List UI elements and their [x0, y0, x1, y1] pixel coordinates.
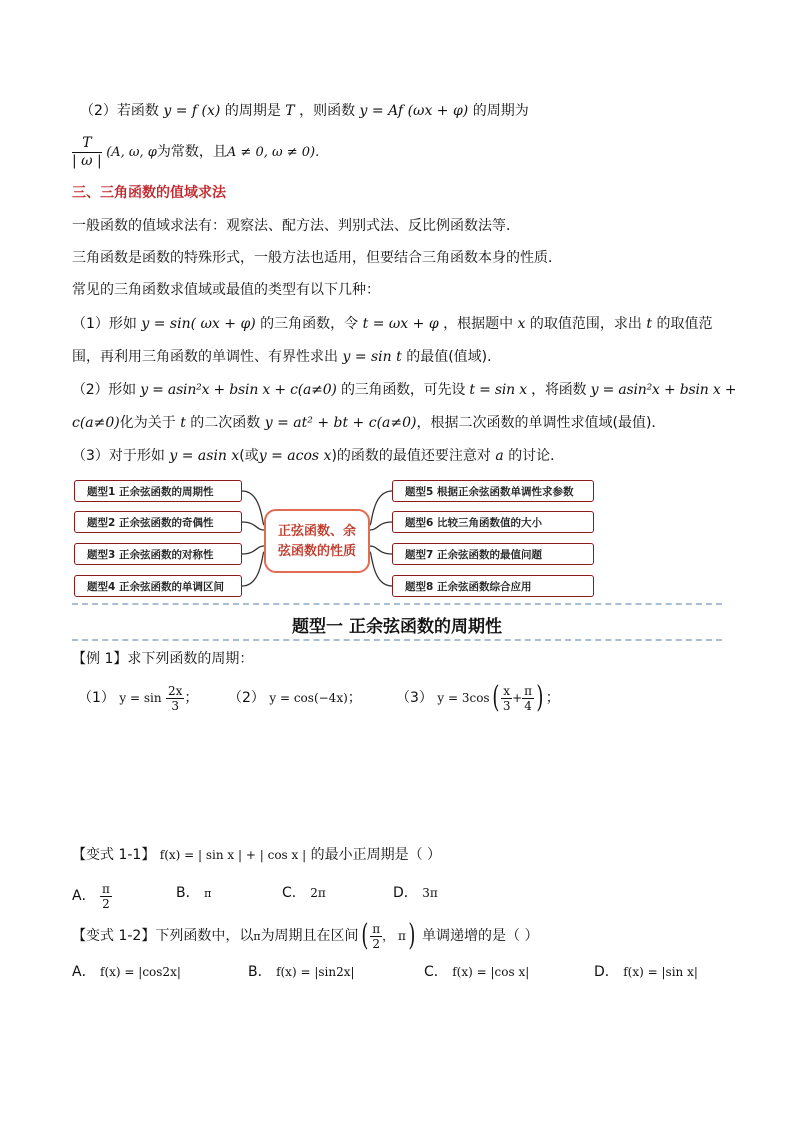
formula: ， π — [382, 929, 406, 943]
formula: y = cos(−4x) — [269, 691, 348, 705]
formula: t = sin x — [469, 382, 527, 398]
mindmap-right-item: 题型8 正余弦函数综合应用 — [392, 575, 594, 597]
text: 为周期且在区间 — [260, 928, 359, 944]
formula: + — [512, 691, 523, 705]
mindmap-center-line: 正弦函数、余 — [277, 524, 356, 539]
text: 的周期为 — [472, 103, 529, 119]
divider-top — [72, 603, 722, 605]
fraction-denominator: 2 — [372, 936, 381, 951]
text: （2）若函数 — [80, 103, 159, 119]
formula: y = sin( ωx + φ) — [141, 316, 256, 332]
formula: y = sin t — [342, 349, 402, 365]
fraction — [501, 684, 512, 713]
formula: y = asin x — [169, 448, 240, 464]
text: ； — [545, 690, 560, 706]
option-label: A． — [72, 888, 96, 904]
text: 的最值(值域)． — [406, 349, 502, 365]
text: ，根据二次函数的单调性求值域(最值)． — [416, 415, 666, 431]
paragraph: 常见的三角函数求值域或最值的类型有以下几种： — [72, 282, 380, 298]
variant12-option-d[interactable] — [594, 962, 698, 982]
fraction-numerator: 2x — [168, 683, 183, 698]
section-heading: 三、三角函数的值域求法 — [72, 185, 226, 201]
variant11-option-a[interactable] — [72, 876, 112, 916]
formula: A ≠ 0, ω ≠ 0). — [226, 145, 320, 160]
formula: y = 3cos — [437, 691, 490, 705]
fraction-numerator: π — [102, 881, 110, 896]
formula: t — [646, 316, 652, 332]
mindmap-left-item: 题型1 正余弦函数的周期性 — [74, 480, 242, 502]
text: 化为关于 — [119, 415, 176, 431]
text: 的三角函数，令 — [260, 316, 359, 332]
period-fraction — [72, 135, 102, 170]
example-q3 — [396, 678, 560, 718]
formula: y = at² + bt + c(a≠0) — [264, 415, 417, 431]
mindmap-right-item: 题型6 比较三角函数值的大小 — [392, 511, 594, 533]
formula: y = asin²x + bsin x + c(a≠0) — [140, 382, 337, 398]
text: ，则函数 — [299, 103, 356, 119]
period-rule-line1 — [80, 101, 529, 121]
formula: f(x) = | sin x | + | cos x | — [159, 848, 307, 862]
text: ，根据题中 — [443, 316, 514, 332]
text: 的最小正周期是（ ） — [310, 847, 442, 863]
text: （3）对于形如 — [72, 448, 165, 464]
mindmap-right-item: 题型7 正余弦函数的最值问题 — [392, 543, 594, 565]
option-label: B． — [176, 885, 200, 901]
question-number: （2） — [228, 690, 265, 706]
variant12-option-c[interactable] — [424, 962, 529, 982]
formula: 3π — [422, 886, 438, 900]
text: ； — [347, 690, 362, 706]
fraction-numerator: π — [372, 921, 381, 936]
fraction — [522, 684, 534, 713]
item2-line2 — [72, 413, 665, 433]
formula: T — [285, 103, 295, 119]
formula: t = ωx + φ — [362, 316, 439, 332]
mindmap-center — [264, 509, 370, 573]
text: 单调递增的是（ ） — [422, 928, 539, 944]
mindmap-center-line: 弦函数的性质 — [277, 544, 356, 559]
formula: t — [180, 415, 186, 431]
text: 的取值范 — [656, 316, 713, 332]
variant11-option-d[interactable] — [393, 883, 438, 903]
option-label: A． — [72, 964, 96, 980]
item1-line2 — [72, 347, 501, 367]
paren: ( — [360, 918, 368, 953]
example-q2 — [228, 678, 362, 718]
option-label: D． — [594, 964, 619, 980]
text: 的二次函数 — [190, 415, 261, 431]
paren: ) — [408, 918, 416, 953]
text: (或 — [239, 448, 259, 464]
fraction-denominator: 3 — [502, 698, 511, 713]
formula: c(a≠0) — [72, 415, 120, 431]
text: 的周期是 — [224, 103, 281, 119]
variant12-option-a[interactable] — [72, 962, 181, 982]
formula: y = asin²x + bsin x + — [590, 382, 737, 398]
variant11-option-c[interactable] — [282, 883, 326, 903]
formula: π — [204, 887, 212, 900]
period-rule-line2 — [72, 132, 319, 172]
divider-bottom — [72, 639, 722, 641]
fraction-numerator: x — [503, 683, 511, 698]
mindmap-right-item: 题型5 根据正余弦函数单调性求参数 — [392, 480, 594, 502]
mindmap-left-item: 题型3 正余弦函数的对称性 — [74, 543, 242, 565]
formula: x — [517, 316, 526, 332]
formula: (A, ω, φ — [106, 145, 157, 160]
formula: y = f (x) — [163, 103, 221, 119]
fraction-denominator: | ω | — [72, 152, 102, 169]
question-number: （3） — [396, 690, 433, 706]
text: 的讨论． — [508, 448, 565, 464]
variant12-option-b[interactable] — [248, 962, 355, 982]
question-number: （1） — [78, 690, 115, 706]
text: 围，再利用三角函数的单调性、有界性求出 — [72, 349, 338, 365]
formula: f(x) = |cos x| — [452, 965, 530, 979]
formula: f(x) = |cos2x| — [100, 965, 181, 979]
text: （2）形如 — [72, 382, 136, 398]
option-label: D． — [393, 885, 418, 901]
variant11-stem — [72, 845, 441, 865]
fraction — [166, 684, 184, 713]
example-q1 — [78, 678, 198, 718]
variant12-stem — [72, 916, 539, 956]
text: )的函数的最值还要注意对 — [331, 448, 491, 464]
fraction-numerator: π — [524, 683, 533, 698]
text: 为常数，且 — [156, 144, 227, 160]
text: （1）形如 — [72, 316, 137, 332]
example-label: 【例 1】求下列函数的周期： — [72, 651, 254, 667]
formula: y = sin — [119, 691, 162, 705]
fraction-denominator: 2 — [102, 896, 110, 911]
variant-label: 【变式 1-2】下列函数中，以 — [72, 928, 254, 944]
option-label: C． — [424, 964, 448, 980]
formula: a — [495, 448, 504, 464]
item3-line — [72, 446, 564, 466]
option-label: B． — [248, 964, 272, 980]
formula: f(x) = |sin2x| — [276, 965, 355, 979]
formula: y = Af (ωx + φ) — [359, 103, 469, 119]
paren: ) — [536, 680, 544, 715]
mindmap-left-item: 题型2 正余弦函数的奇偶性 — [74, 511, 242, 533]
text: 的三角函数，可先设 — [340, 382, 466, 398]
option-label: C． — [282, 885, 306, 901]
formula: π — [253, 930, 261, 943]
fraction — [370, 922, 382, 951]
formula: 2π — [310, 886, 326, 900]
mindmap-left-item: 题型4 正余弦函数的单调区间 — [74, 575, 242, 597]
paragraph: 一般函数的值域求法有：观察法、配方法、判别式法、反比例函数法等． — [72, 218, 520, 234]
variant-label: 【变式 1-1】 — [72, 847, 156, 863]
text: 的取值范围，求出 — [529, 316, 642, 332]
fraction-numerator: T — [72, 135, 102, 153]
text: ； — [184, 690, 199, 706]
formula: f(x) = |sin x| — [623, 965, 698, 979]
fraction-denominator: 3 — [171, 698, 180, 713]
formula: y = acos x — [258, 448, 332, 464]
text: ，将函数 — [531, 382, 587, 398]
variant11-option-b[interactable] — [176, 883, 211, 904]
paren: ( — [491, 680, 499, 715]
item2-line1 — [72, 380, 736, 400]
fraction — [100, 882, 112, 911]
paragraph: 三角函数是函数的特殊形式，一般方法也适用，但要结合三角函数本身的性质． — [72, 250, 562, 266]
type-heading: 题型一 正余弦函数的周期性 — [292, 617, 502, 637]
item1-line1 — [72, 314, 712, 334]
fraction-denominator: 4 — [524, 698, 532, 713]
